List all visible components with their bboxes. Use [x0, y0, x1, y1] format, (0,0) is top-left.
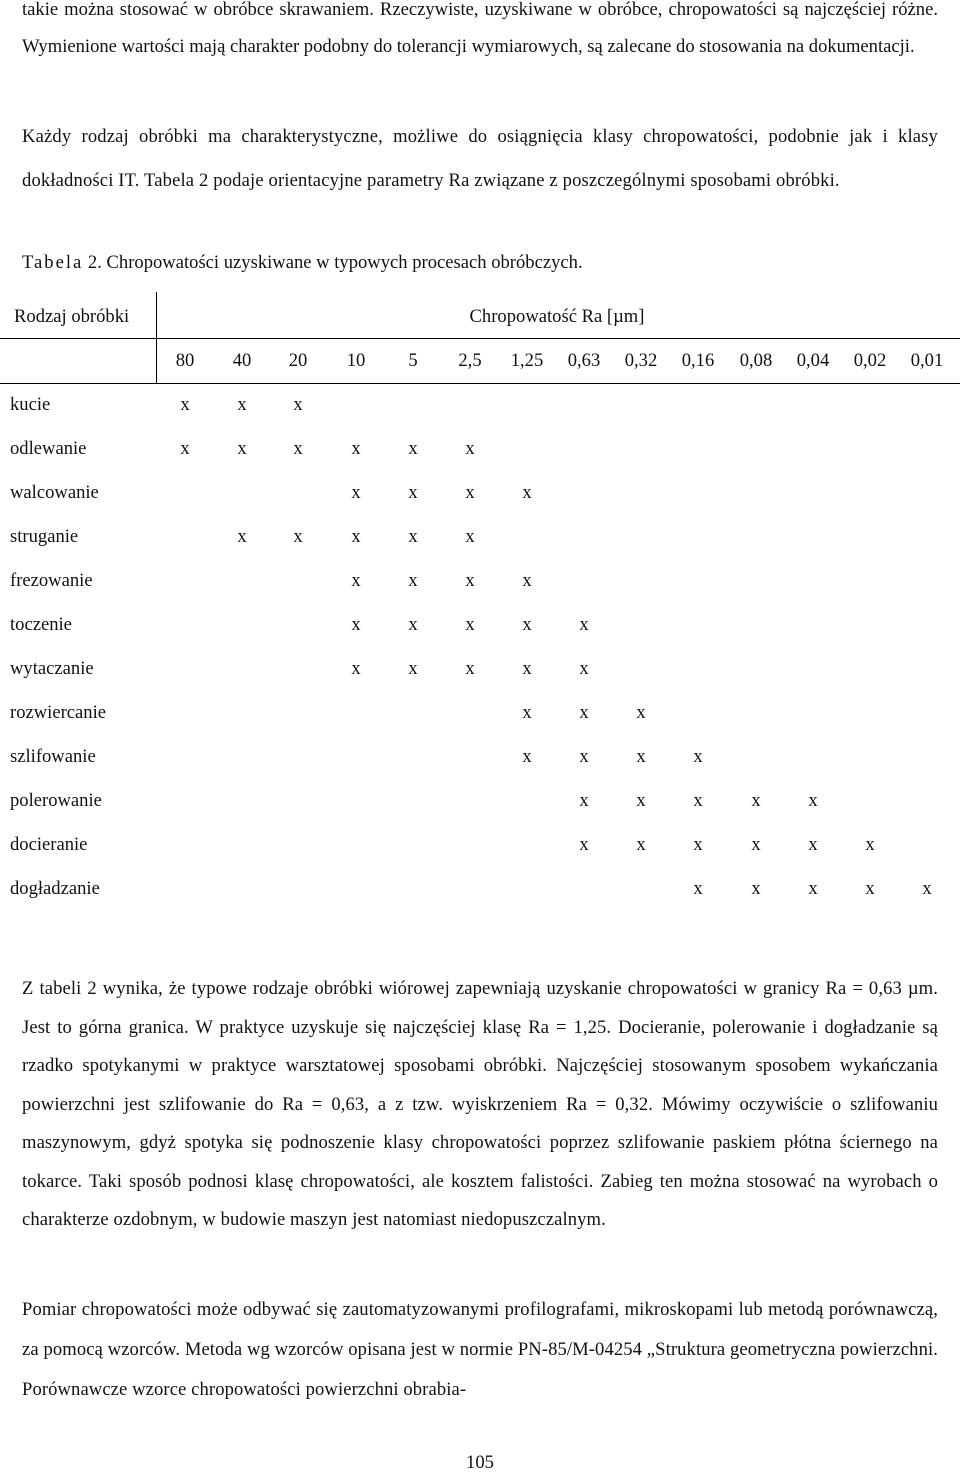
- roughness-mark: x: [865, 834, 875, 855]
- table-caption: [22, 247, 583, 279]
- roughness-mark: x: [351, 526, 361, 547]
- roughness-mark: x: [351, 438, 361, 459]
- process-name: walcowanie: [10, 482, 99, 503]
- roughness-mark: x: [465, 658, 475, 679]
- roughness-mark: x: [180, 394, 190, 415]
- ra-value-header: 0,32: [624, 350, 658, 371]
- roughness-mark: x: [522, 658, 532, 679]
- roughness-mark: x: [579, 790, 589, 811]
- ra-value-header: 80: [175, 350, 195, 371]
- roughness-mark: x: [408, 658, 418, 679]
- roughness-mark: x: [636, 702, 646, 723]
- roughness-mark: x: [522, 702, 532, 723]
- roughness-mark: x: [808, 834, 818, 855]
- ra-value-header: 40: [232, 350, 252, 371]
- table-body-rule: [0, 383, 960, 384]
- process-name: wytaczanie: [10, 658, 94, 679]
- measurement-paragraph: Pomiar chropowatości może odbywać się zautomatyzowanymi profilografami, mikroskopami lub metodą porównawczą, za pomocą wzorców. Metoda wg wzorców opisana jest w normie PN-85/M-04254 „Struktura geometryczna powierzchni. Porównawcze wzorce chropowatości powierzchni obrabia-: [22, 1299, 938, 1400]
- roughness-mark: x: [351, 570, 361, 591]
- process-name: rozwiercanie: [10, 702, 107, 723]
- roughness-mark: x: [408, 438, 418, 459]
- roughness-mark: x: [751, 790, 761, 811]
- roughness-mark: x: [579, 746, 589, 767]
- process-name: struganie: [10, 526, 79, 547]
- roughness-mark: x: [465, 526, 475, 547]
- roughness-mark: x: [465, 614, 475, 635]
- column-header-roughness: Chropowatość Ra [µm]: [469, 306, 645, 327]
- process-name: odlewanie: [10, 438, 87, 459]
- roughness-mark: x: [579, 702, 589, 723]
- roughness-mark: x: [465, 570, 475, 591]
- roughness-mark: x: [237, 526, 247, 547]
- roughness-mark: x: [237, 394, 247, 415]
- ra-value-header: 0,01: [910, 350, 944, 371]
- roughness-mark: x: [465, 482, 475, 503]
- roughness-mark: x: [865, 878, 875, 899]
- page-number: 105: [466, 1452, 494, 1473]
- roughness-mark: x: [408, 526, 418, 547]
- roughness-mark: x: [579, 658, 589, 679]
- roughness-mark: x: [293, 526, 303, 547]
- ra-value-header: 0,08: [739, 350, 773, 371]
- roughness-mark: x: [808, 878, 818, 899]
- ra-value-header: 0,16: [681, 350, 715, 371]
- roughness-mark: x: [636, 834, 646, 855]
- roughness-mark: x: [351, 658, 361, 679]
- ra-value-header: 2,5: [458, 350, 482, 371]
- ra-value-header: 20: [288, 350, 308, 371]
- ra-value-header: 0,02: [853, 350, 887, 371]
- roughness-mark: x: [408, 570, 418, 591]
- table-header-rule: [0, 338, 960, 339]
- roughness-mark: x: [408, 614, 418, 635]
- roughness-mark: x: [293, 394, 303, 415]
- roughness-mark: x: [636, 790, 646, 811]
- roughness-mark: x: [237, 438, 247, 459]
- ra-value-header: 1,25: [510, 350, 544, 371]
- roughness-mark: x: [693, 834, 703, 855]
- roughness-mark: x: [293, 438, 303, 459]
- roughness-mark: x: [408, 482, 418, 503]
- conclusion-paragraph: Z tabeli 2 wynika, że typowe rodzaje obróbki wiórowej zapewniają uzyskanie chropowatości w granicy Ra = 0,63 µm. Jest to górna granica. W praktyce uzyskuje się najczęściej klasę Ra = 1,25. Docieranie, polerowanie i dogładzanie są rzadko spotykanymi w praktyce warsztatowej sposobami obróbki. Najczęściej stosowanym sposobem wykańczania powierzchni jest szlifowanie do Ra = 0,63, a z tzw. wyiskrzeniem Ra = 0,32. Mówimy oczywiście o szlifowaniu maszynowym, gdyż spotyka się podnoszenie klasy chropowatości poprzez szlifowanie paskiem płótna ściernego na tokarce. Taki sposób podnosi klasę chropowatości, ale kosztem falistości. Zabieg ten można stosować na wyrobach o charakterze ozdobnym, w budowie maszyn jest natomiast niedopuszczalnym.: [22, 978, 938, 1230]
- process-name: toczenie: [10, 614, 72, 635]
- roughness-table: [0, 292, 960, 912]
- process-name: dogładzanie: [10, 878, 100, 899]
- roughness-mark: x: [922, 878, 932, 899]
- process-name: frezowanie: [10, 570, 93, 591]
- ra-value-header: 5: [408, 350, 418, 371]
- ra-value-header: 0,04: [796, 350, 830, 371]
- processing-paragraph: Każdy rodzaj obróbki ma charakterystyczne, możliwe do osiągnięcia klasy chropowatości, podobnie jak i klasy dokładności IT. Tabela 2 podaje orientacyjne parametry Ra związane z poszczególnymi sposobami obróbki.: [22, 126, 938, 191]
- table-caption-text: 2. Chropowatości uzyskiwane w typowych procesach obróbczych.: [83, 252, 583, 273]
- process-name: kucie: [10, 394, 51, 415]
- roughness-mark: x: [751, 834, 761, 855]
- ra-value-header: 10: [346, 350, 366, 371]
- roughness-mark: x: [579, 834, 589, 855]
- roughness-mark: x: [808, 790, 818, 811]
- table-caption-label: Tabela: [22, 252, 84, 273]
- roughness-mark: x: [351, 482, 361, 503]
- roughness-mark: x: [693, 746, 703, 767]
- intro-paragraph: takie można stosować w obróbce skrawaniem. Rzeczywiste, uzyskiwane w obróbce, chropowatości są najczęściej różne. Wymienione wartości mają charakter podobny do tolerancji wymiarowych, są zalecane do stosowania na dokumentacji.: [22, 0, 938, 57]
- roughness-mark: x: [465, 438, 475, 459]
- roughness-mark: x: [693, 878, 703, 899]
- roughness-mark: x: [522, 614, 532, 635]
- roughness-mark: x: [522, 746, 532, 767]
- roughness-mark: x: [693, 790, 703, 811]
- roughness-mark: x: [751, 878, 761, 899]
- roughness-mark: x: [522, 482, 532, 503]
- roughness-mark: x: [180, 438, 190, 459]
- roughness-mark: x: [351, 614, 361, 635]
- roughness-mark: x: [636, 746, 646, 767]
- process-name: polerowanie: [10, 790, 102, 811]
- process-name: szlifowanie: [10, 746, 96, 767]
- ra-value-header: 0,63: [567, 350, 601, 371]
- process-name: docieranie: [10, 834, 88, 855]
- column-header-process: Rodzaj obróbki: [14, 306, 130, 327]
- roughness-mark: x: [579, 614, 589, 635]
- roughness-mark: x: [522, 570, 532, 591]
